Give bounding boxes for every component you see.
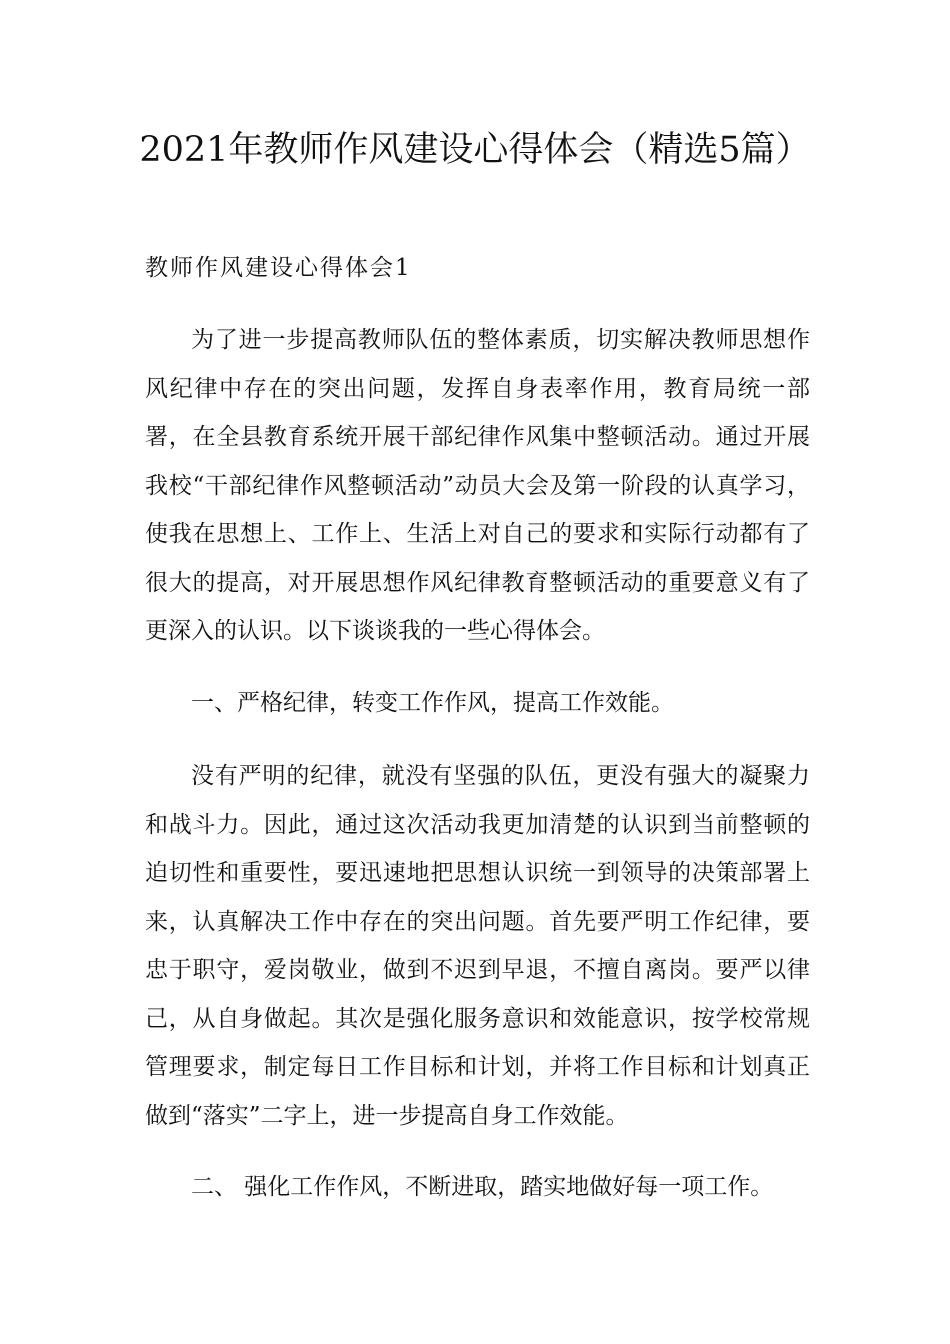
numbered-point-heading: 一、严格纪律，转变工作作风，提高工作效能。 [191,690,674,716]
body-paragraph: 为了进一步提高教师队伍的整体素质，切实解决教师思想作风纪律中存在的突出问题，发挥自身表率作用，教育局统一部署，在全县教育系统开展干部纪律作风集中整顿活动。通过开展我校“干部纪律作风整顿活动”动员大会及第一阶段的认真学习，使我在思想上、工作上、生活上对自己的要求和实际行动都有了很大的提高，对开展思想作风纪律教育整顿活动的重要意义有了更深入的认识。以下谈谈我的一些心得体会。 [145,327,810,644]
document-title: 2021年教师作风建设心得体会（精选5篇） [139,130,811,170]
body-paragraph: 没有严明的纪律，就没有坚强的队伍，更没有强大的凝聚力和战斗力。因此，通过这次活动我更加清楚的认识到当前整顿的迫切性和重要性，要迅速地把思想认识统一到领导的决策部署上来，认真解决工作中存在的突出问题。首先要严明工作纪律，要忠于职守，爱岗敬业，做到不迟到早退，不擅自离岗。要严以律己，从自身做起。其次是强化服务意识和效能意识，按学校常规管理要求，制定每日工作目标和计划，并将工作目标和计划真正做到“落实”二字上，进一步提高自身工作效能。 [145,763,810,1129]
section-heading: 教师作风建设心得体会1 [145,255,412,281]
numbered-point-heading: 二、 强化工作作风，不断进取，踏实地做好每一项工作。 [191,1174,774,1200]
